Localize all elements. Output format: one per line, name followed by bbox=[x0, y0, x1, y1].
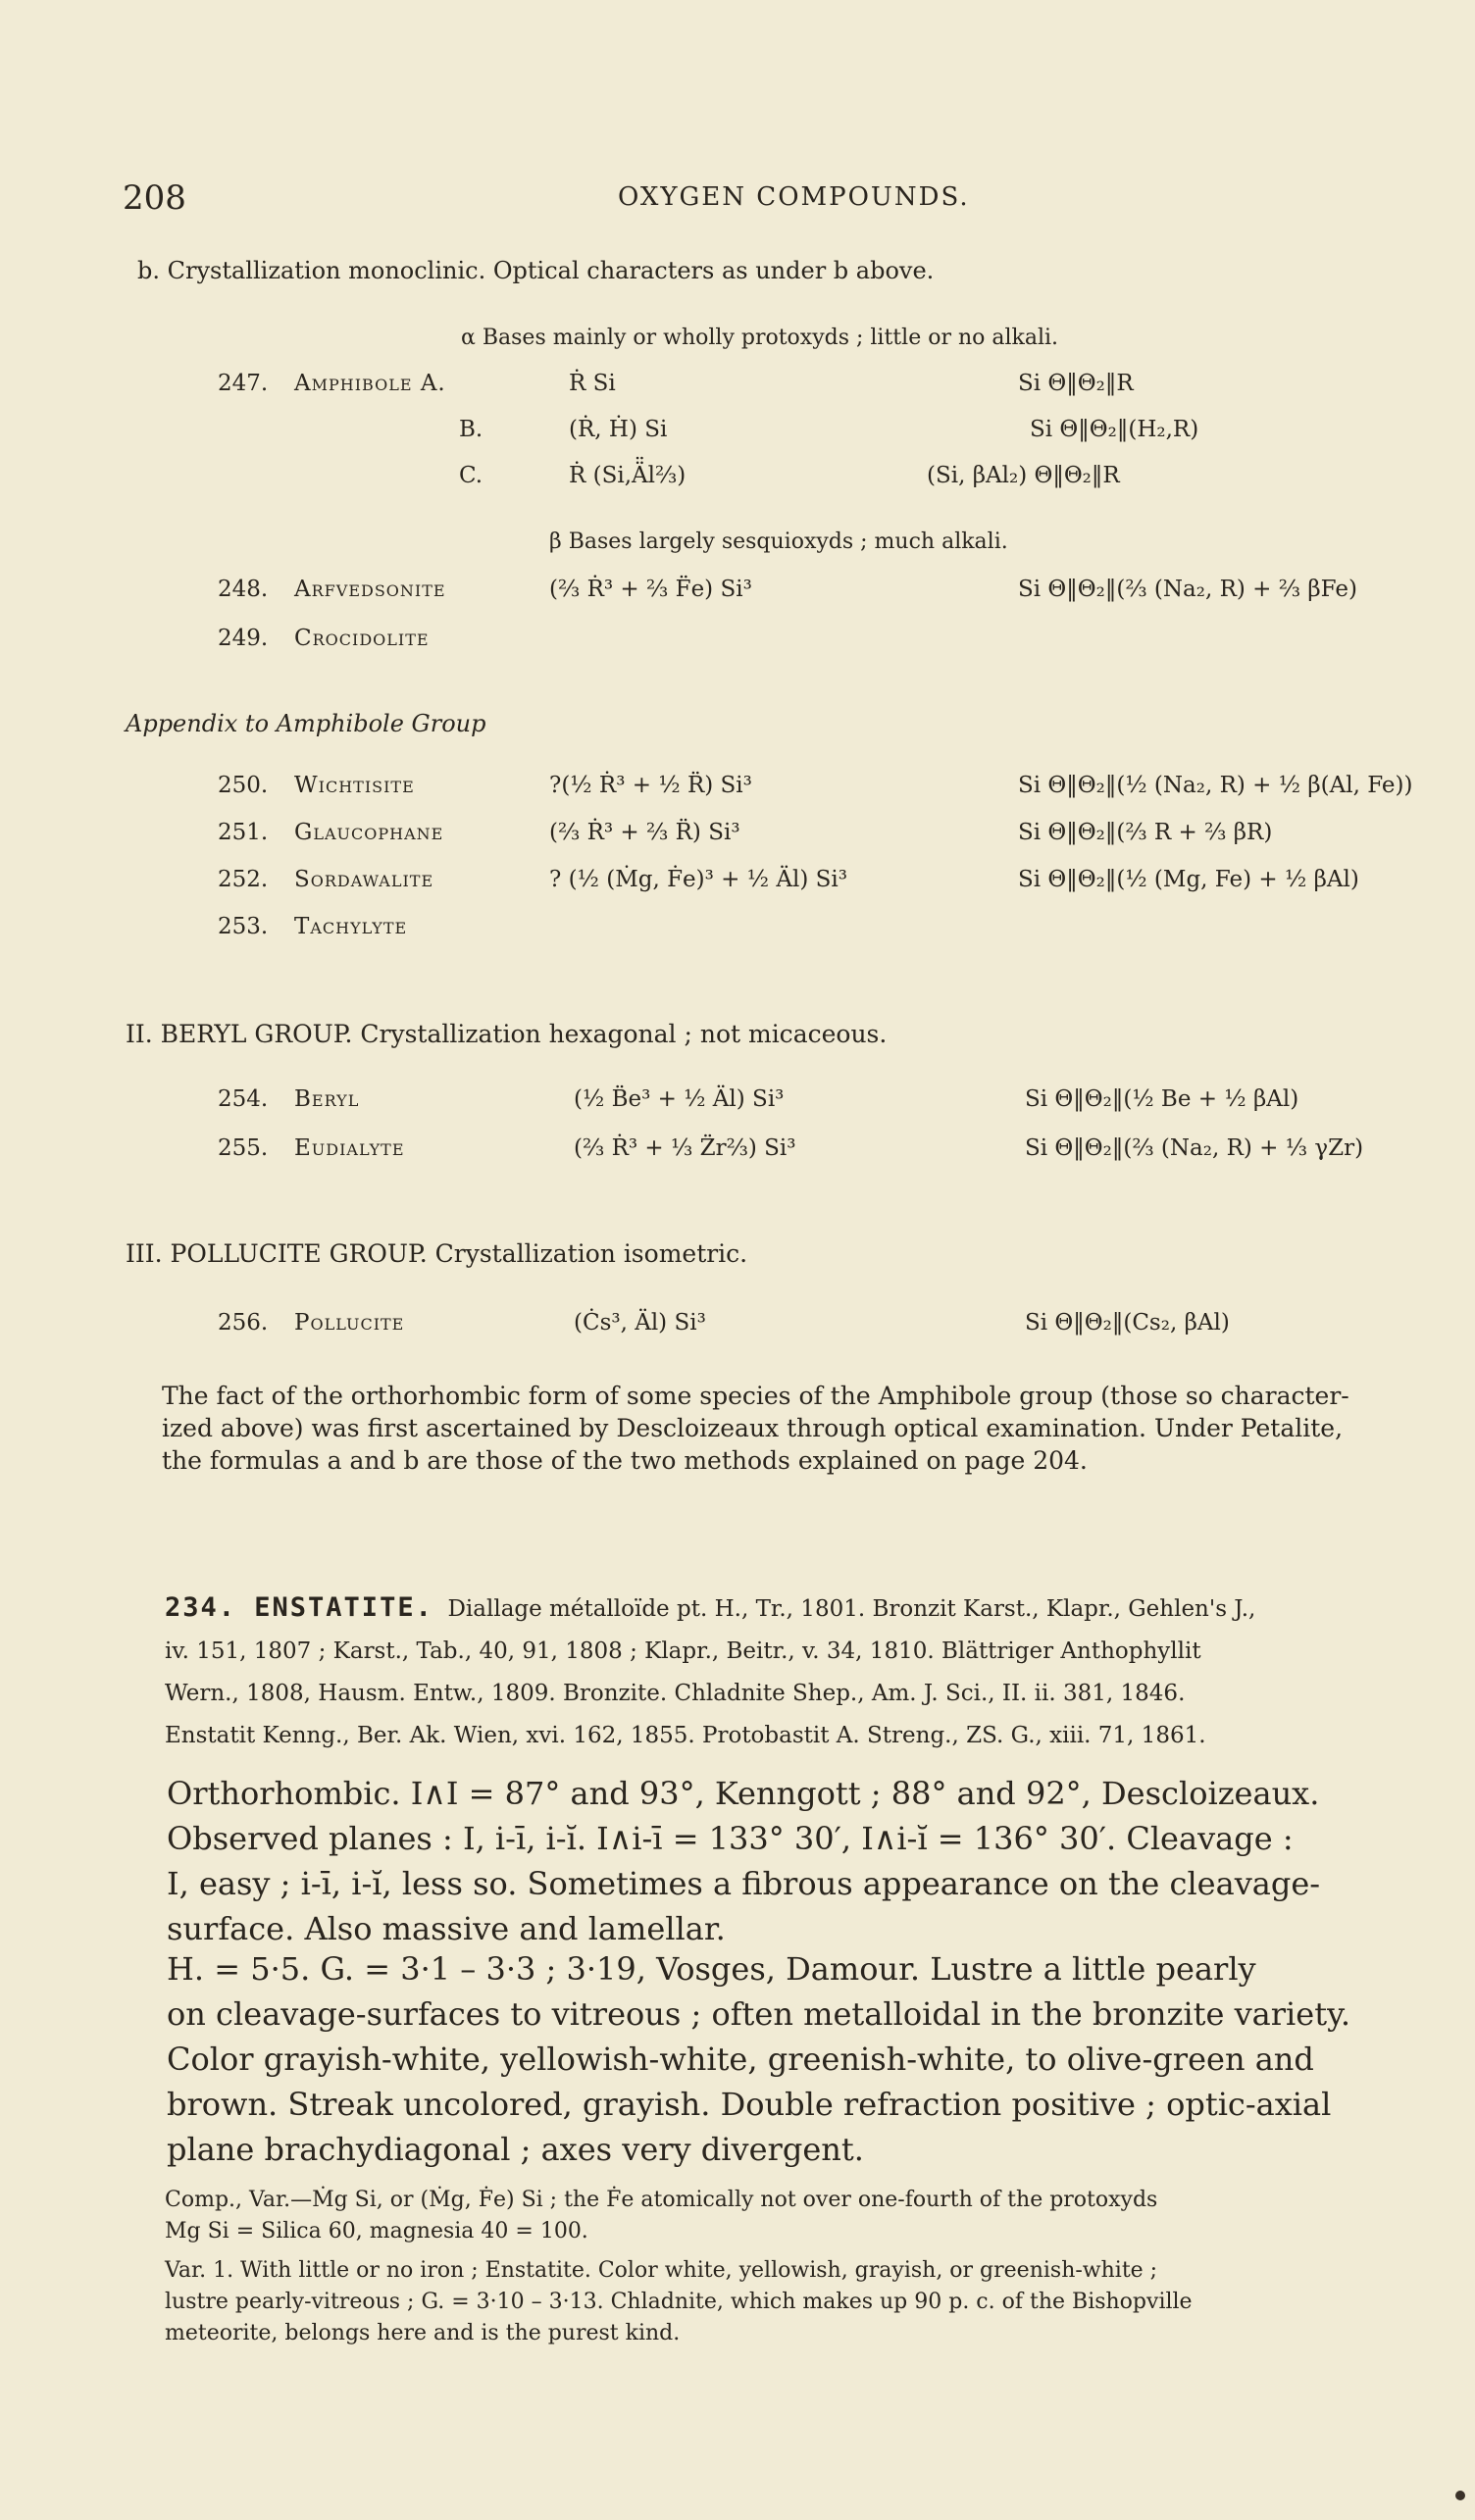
species-number: 249. bbox=[218, 626, 269, 651]
text-line: Observed planes : I, i-ī, i-ĭ. I∧i-ī = 133° 30′, I∧i-ĭ = 136° 30′. Cleavage : bbox=[167, 1820, 1294, 1857]
species-name: Crocidolite bbox=[294, 626, 430, 651]
text-line: plane brachydiagonal ; axes very divergent. bbox=[167, 2131, 864, 2168]
text-line: Var. 1. With little or no iron ; Enstatite. Color white, yellowish, grayish, or greenish-white ; bbox=[165, 2258, 1158, 2283]
species-number: 248. bbox=[218, 577, 269, 602]
synonymy-block bbox=[165, 1587, 1469, 1757]
species-name: Glaucophane bbox=[294, 820, 444, 845]
species-name: Amphibole A. bbox=[294, 371, 446, 396]
species-name: C. bbox=[459, 463, 483, 488]
text-line: Comp., Var.—Ṁg Si, or (Ṁg, Ḟe) Si ; the Ḟe atomically not over one-fourth of the protoxyds bbox=[165, 2188, 1158, 2212]
beryl-group-heading: II. BERYL GROUP. Crystallization hexagonal ; not micaceous. bbox=[126, 1020, 888, 1048]
species-name: Sordawalite bbox=[294, 867, 434, 892]
formula: (Ċs³, Äl) Si³ bbox=[574, 1310, 706, 1336]
species-name: Arfvedsonite bbox=[294, 577, 446, 602]
page-number: 208 bbox=[123, 178, 186, 218]
text-line: brown. Streak uncolored, grayish. Double refraction positive ; optic-axial bbox=[167, 2086, 1332, 2123]
formula: ? (½ (Ṁg, Ḟe)³ + ½ Äl) Si³ bbox=[549, 867, 847, 892]
formula-alt: Si Θ‖Θ₂‖(⅔ R + ⅔ βR) bbox=[1018, 820, 1273, 845]
table-row bbox=[0, 463, 1475, 502]
variety-paragraph bbox=[165, 2255, 1469, 2349]
species-number: 256. bbox=[218, 1310, 269, 1336]
formula: Ṙ Si bbox=[569, 371, 616, 396]
formula-alt: Si Θ‖Θ₂‖(½ Be + ½ βAl) bbox=[1025, 1086, 1299, 1112]
note-paragraph bbox=[162, 1380, 1466, 1477]
formula-alt: (Si, βAl₂) Θ‖Θ₂‖R bbox=[927, 463, 1120, 488]
text-line: I, easy ; i-ī, i-ĭ, less so. Sometimes a fibrous appearance on the cleavage- bbox=[167, 1865, 1321, 1902]
table-row bbox=[0, 1086, 1475, 1126]
text-line: meteorite, belongs here and is the purest kind. bbox=[165, 2321, 681, 2345]
formula-alt: Si Θ‖Θ₂‖(⅔ (Na₂, R) + ⅓ γZr) bbox=[1025, 1135, 1364, 1161]
table-row bbox=[0, 1310, 1475, 1349]
species-number: 253. bbox=[218, 914, 269, 939]
appendix-title: Appendix to Amphibole Group bbox=[126, 710, 486, 737]
species-heading: 234. ENSTATITE. bbox=[165, 1592, 433, 1623]
formula: (½ B̈e³ + ½ Äl) Si³ bbox=[574, 1086, 785, 1112]
formula-alt: Si Θ‖Θ₂‖(⅔ (Na₂, R) + ⅔ βFe) bbox=[1018, 577, 1357, 602]
page-mark bbox=[1455, 2491, 1465, 2500]
formula: (⅔ Ṙ³ + ⅔ R̈) Si³ bbox=[549, 820, 740, 845]
table-row bbox=[0, 820, 1475, 859]
species-number: 250. bbox=[218, 773, 269, 798]
text-line: lustre pearly-vitreous ; G. = 3·10 – 3·13. Chladnite, which makes up 90 p. c. of the Bishopville bbox=[165, 2290, 1193, 2314]
species-number: 247. bbox=[218, 371, 269, 396]
running-title: OXYGEN COMPOUNDS. bbox=[618, 182, 970, 212]
note-line: the formulas a and b are those of the two methods explained on page 204. bbox=[162, 1446, 1088, 1475]
formula-alt: Si Θ‖Θ₂‖(½ (Na₂, R) + ½ β(Al, Fe)) bbox=[1018, 773, 1413, 798]
species-number: 252. bbox=[218, 867, 269, 892]
subhead-beta: β Bases largely sesquioxyds ; much alkali. bbox=[549, 529, 1008, 554]
crystal-description bbox=[167, 1771, 1466, 1951]
text-line: Color grayish-white, yellowish-white, greenish-white, to olive-green and bbox=[167, 2041, 1314, 2078]
composition-paragraph bbox=[165, 2185, 1469, 2247]
table-row bbox=[0, 867, 1475, 906]
table-row bbox=[0, 626, 1475, 665]
subhead-alpha: α Bases mainly or wholly protoxyds ; little or no alkali. bbox=[461, 326, 1059, 350]
table-row bbox=[0, 577, 1475, 616]
table-row bbox=[0, 371, 1475, 410]
text-line: surface. Also massive and lamellar. bbox=[167, 1910, 726, 1947]
species-name: Eudialyte bbox=[294, 1135, 405, 1161]
synonymy-line: iv. 151, 1807 ; Karst., Tab., 40, 91, 1808 ; Klapr., Beitr., v. 34, 1810. Blättriger Anthophyllit bbox=[165, 1638, 1201, 1664]
species-name: Tachylyte bbox=[294, 914, 408, 939]
formula-alt: Si Θ‖Θ₂‖R bbox=[1018, 371, 1134, 396]
formula-alt: Si Θ‖Θ₂‖(H₂,R) bbox=[1030, 417, 1199, 442]
intro-line: b. Crystallization monoclinic. Optical characters as under b above. bbox=[137, 257, 935, 284]
formula: (⅔ Ṙ³ + ⅔ F̈e) Si³ bbox=[549, 577, 752, 602]
text-line: H. = 5·5. G. = 3·1 – 3·3 ; 3·19, Vosges, Damour. Lustre a little pearly bbox=[167, 1950, 1256, 1988]
formula-alt: Si Θ‖Θ₂‖(Cs₂, βAl) bbox=[1025, 1310, 1230, 1336]
formula: (Ṙ, Ḣ) Si bbox=[569, 417, 668, 442]
formula: Ṙ (Si,Ä̈l⅔) bbox=[569, 463, 687, 488]
species-name: Pollucite bbox=[294, 1310, 405, 1336]
note-line: ized above) was first ascertained by Descloizeaux through optical examination. Under Petalite, bbox=[162, 1414, 1344, 1442]
table-row bbox=[0, 773, 1475, 812]
species-name: Beryl bbox=[294, 1086, 360, 1112]
table-row bbox=[0, 417, 1475, 456]
text-line: Mg Si = Silica 60, magnesia 40 = 100. bbox=[165, 2219, 588, 2243]
formula: ?(½ Ṙ³ + ½ R̈) Si³ bbox=[549, 773, 752, 798]
species-name: Wichtisite bbox=[294, 773, 415, 798]
species-name: B. bbox=[459, 417, 483, 442]
text-line: on cleavage-surfaces to vitreous ; often metalloidal in the bronzite variety. bbox=[167, 1995, 1351, 2033]
table-row bbox=[0, 914, 1475, 953]
text-line: Orthorhombic. I∧I = 87° and 93°, Kenngott ; 88° and 92°, Descloizeaux. bbox=[167, 1775, 1320, 1812]
physical-description bbox=[167, 1946, 1466, 2172]
pollucite-group-heading: III. POLLUCITE GROUP. Crystallization isometric. bbox=[126, 1239, 748, 1268]
synonymy-line: Diallage métalloïde pt. H., Tr., 1801. Bronzit Karst., Klapr., Gehlen's J., bbox=[447, 1596, 1256, 1622]
synonymy-line: Wern., 1808, Hausm. Entw., 1809. Bronzite. Chladnite Shep., Am. J. Sci., II. ii. 381, 1846. bbox=[165, 1681, 1186, 1706]
synonymy-line: Enstatit Kenng., Ber. Ak. Wien, xvi. 162, 1855. Protobastit A. Streng., ZS. G., xiii. 71, 1861. bbox=[165, 1723, 1206, 1748]
species-number: 255. bbox=[218, 1135, 269, 1161]
note-line: The fact of the orthorhombic form of some species of the Amphibole group (those so character- bbox=[162, 1382, 1349, 1410]
species-number: 251. bbox=[218, 820, 269, 845]
formula-alt: Si Θ‖Θ₂‖(½ (Mg, Fe) + ½ βAl) bbox=[1018, 867, 1359, 892]
formula: (⅔ Ṙ³ + ⅓ Z̈r⅔) Si³ bbox=[574, 1135, 796, 1161]
table-row bbox=[0, 1135, 1475, 1175]
species-number: 254. bbox=[218, 1086, 269, 1112]
